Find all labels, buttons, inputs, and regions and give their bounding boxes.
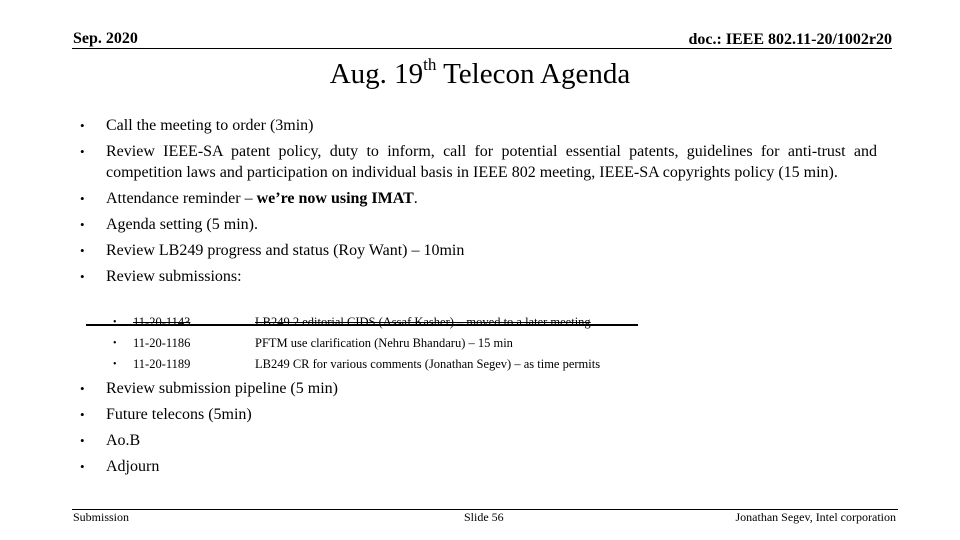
bullet-icon: • xyxy=(80,381,85,396)
agenda-item xyxy=(80,456,877,477)
footer-slide-number: Slide 56 xyxy=(464,510,504,524)
slide-title xyxy=(0,55,960,91)
bullet-icon: • xyxy=(80,191,85,206)
agenda-item-text: Review IEEE-SA patent policy, duty to inform, call for potential essential patents, guidelines for anti-trust and competition laws and participation on individual basis in IEEE 802 meeting, IEEE-SA copyrights policy (15 min). xyxy=(106,143,877,181)
footer-submission-label: Submission xyxy=(73,510,130,524)
agenda-item-text: Call the meeting to order (3min) xyxy=(106,117,314,134)
title-superscript: th xyxy=(423,55,437,74)
bullet-icon: • xyxy=(113,317,117,328)
submission-number: 11-20-1189 xyxy=(133,357,191,371)
bullet-icon: • xyxy=(80,144,85,159)
agenda-list xyxy=(80,115,877,292)
agenda-item xyxy=(80,240,877,261)
agenda-item xyxy=(80,214,877,235)
submission-row xyxy=(113,312,673,333)
title-text-post: Telecon Agenda xyxy=(436,58,631,90)
agenda-item xyxy=(80,115,877,136)
agenda-item xyxy=(80,266,877,287)
strikethrough-line xyxy=(86,324,638,326)
agenda-item-text: Review LB249 progress and status (Roy Want) – 10min xyxy=(106,242,465,259)
agenda-item xyxy=(80,378,877,399)
footer-author: Jonathan Segev, Intel corporation xyxy=(735,510,896,524)
header-divider xyxy=(72,48,892,49)
bullet-icon: • xyxy=(80,217,85,232)
submission-row xyxy=(113,333,673,354)
agenda-item xyxy=(80,141,877,183)
bullet-icon: • xyxy=(80,243,85,258)
title-text-pre: Aug. 19 xyxy=(329,58,424,90)
agenda-item-text-bold: we’re now using IMAT xyxy=(256,190,414,207)
agenda-item xyxy=(80,188,877,209)
agenda-item-text-post: . xyxy=(413,190,418,207)
submission-number: 11-20-1143 xyxy=(133,315,191,329)
header-doc-number: doc.: IEEE 802.11-20/1002r20 xyxy=(688,31,892,48)
agenda-item xyxy=(80,404,877,425)
bullet-icon: • xyxy=(80,407,85,422)
submission-description: PFTM use clarification (Nehru Bhandaru) – 15 min xyxy=(255,336,513,350)
agenda-item-text: Future telecons (5min) xyxy=(106,406,252,423)
agenda-item-text-pre: Attendance reminder – xyxy=(106,190,257,207)
header-date: Sep. 2020 xyxy=(73,30,138,47)
agenda-item-text: Agenda setting (5 min). xyxy=(106,216,258,233)
bullet-icon: • xyxy=(80,459,85,474)
bullet-icon: • xyxy=(113,359,117,370)
bullet-icon: • xyxy=(113,338,117,349)
submission-number: 11-20-1186 xyxy=(133,336,191,350)
bullet-icon: • xyxy=(80,118,85,133)
agenda-item xyxy=(80,430,877,451)
agenda-list-continued xyxy=(80,378,877,482)
agenda-item-text: Review submission pipeline (5 min) xyxy=(106,380,338,397)
submission-list xyxy=(113,312,673,375)
submission-description: LB249 2 editorial CIDS (Assaf Kasher) – moved to a later meeting xyxy=(255,315,591,329)
bullet-icon: • xyxy=(80,433,85,448)
submission-row xyxy=(113,354,673,375)
agenda-item-text: Review submissions: xyxy=(106,268,242,285)
bullet-icon: • xyxy=(80,269,85,284)
agenda-item-text: Ao.B xyxy=(106,432,141,449)
agenda-item-text: Adjourn xyxy=(106,458,160,475)
submission-description: LB249 CR for various comments (Jonathan Segev) – as time permits xyxy=(255,357,601,371)
